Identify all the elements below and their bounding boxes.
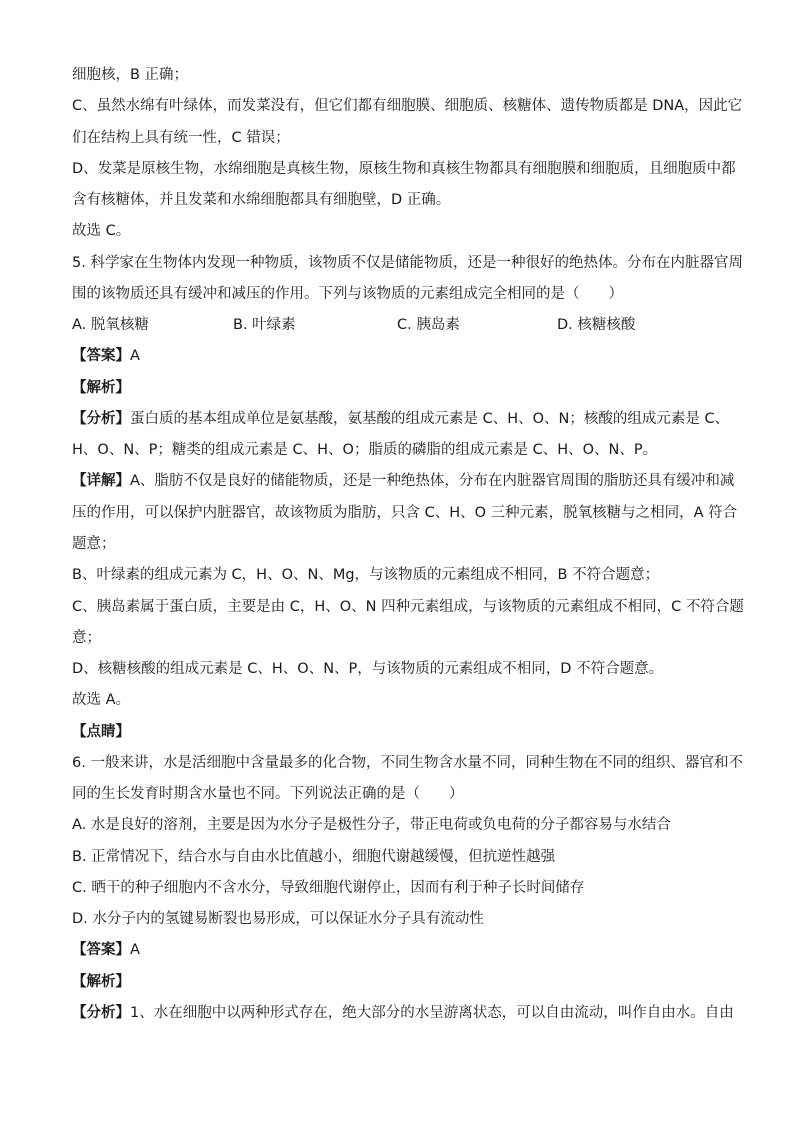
option-c: C. 胰岛素 [397,317,460,333]
detail-line: 意； [72,630,101,646]
text-line: D、发菜是原核生物，水绵细胞是真核生物，原核生物和真核生物都具有细胞膜和细胞质，且细胞质中都 [72,161,736,177]
question-5-stem: 5. 科学家在生物体内发现一种物质，该物质不仅是储能物质，还是一种很好的绝热体。分布在内脏器官周 [72,255,743,271]
question-5-stem: 围的该物质还具有缓冲和减压的作用。下列与该物质的元素组成完全相同的是（ ） [72,286,623,302]
answer-tag: 【答案】 [72,348,130,364]
text-line: 故选 C。 [72,223,131,239]
answer-line [72,940,140,960]
option-d: D. 核糖核酸 [557,317,636,333]
text-line: C、虽然水绵有叶绿体，而发菜没有，但它们都有细胞膜、细胞质、核糖体、遗传物质都是 DNA，因此它 [72,98,743,114]
detail-line: B、叶绿素的组成元素为 C，H、O、N、Mg，与该物质的元素组成不相同，B 不符合题意； [72,567,660,583]
option-a: A. 脱氧核糖 [72,317,149,333]
option-d: D. 水分子内的氢键易断裂也易形成，可以保证水分子具有流动性 [72,911,484,927]
text-line: 含有核糖体，并且发菜和水绵细胞都具有细胞壁，D 正确。 [72,192,451,208]
fenxi-tag: 【分析】 [72,411,130,427]
fenxi-tag: 【分析】 [72,1005,130,1021]
analysis-line: 【分析】1、水在细胞中以两种形式存在，绝大部分的水呈游离状态，可以自由流动，叫作自由水。自由 [72,1005,734,1021]
detail-line: D、核糖核酸的组成元素是 C、H、O、N、P，与该物质的元素组成不相同，D 不符合题意。 [72,661,664,677]
detail-line: 压的作用，可以保护内脏器官，故该物质为脂肪，只含 C、H、O 三种元素，脱氧核糖与之相同，A 符合 [72,505,738,521]
analysis-tag: 【解析】 [72,380,130,396]
detail-line: C、胰岛素属于蛋白质，主要是由 C，H、O、N 四种元素组成，与该物质的元素组成不相同，C 不符合题 [72,599,744,615]
option-b: B. 叶绿素 [233,317,296,333]
answer-tag: 【答案】 [72,942,130,958]
answer-line [72,346,140,366]
xiangjie-tag: 【详解】 [72,473,130,489]
option-a: A. 水是良好的溶剂，主要是因为水分子是极性分子，带正电荷或负电荷的分子都容易与水结合 [72,817,671,833]
text-line: 们在结构上具有统一性，C 错误； [72,130,290,146]
detail-line: 题意； [72,536,116,552]
answer-value: A [130,942,140,958]
dianjing-tag: 【点睛】 [72,724,130,740]
analysis-line: 【分析】蛋白质的基本组成单位是氨基酸，氨基酸的组成元素是 C、H、O、N；核酸的组成元素是 C、 [72,411,730,427]
question-6-stem: 6. 一般来讲，水是活细胞中含量最多的化合物，不同生物含水量不同，同种生物在不同的组织、器官和不 [72,755,743,771]
option-c: C. 晒干的种子细胞内不含水分，导致细胞代谢停止，因而有利于种子长时间储存 [72,880,585,896]
analysis-tag: 【解析】 [72,974,130,990]
question-6-stem: 同的生长发育时期含水量也不同。下列说法正确的是（ ） [72,786,464,802]
text-line: 细胞核，B 正确； [72,67,189,83]
analysis-line: H、O、N、P；糖类的组成元素是 C、H、O；脂质的磷脂的组成元素是 C、H、O、N、P。 [72,442,658,458]
detail-line: 【详解】A、脂肪不仅是良好的储能物质，还是一种绝热体，分布在内脏器官周围的脂肪还具有缓冲和减 [72,473,735,489]
option-b: B. 正常情况下，结合水与自由水比值越小，细胞代谢越缓慢，但抗逆性越强 [72,849,556,865]
choose-line: 故选 A。 [72,692,131,708]
answer-value: A [130,348,140,364]
